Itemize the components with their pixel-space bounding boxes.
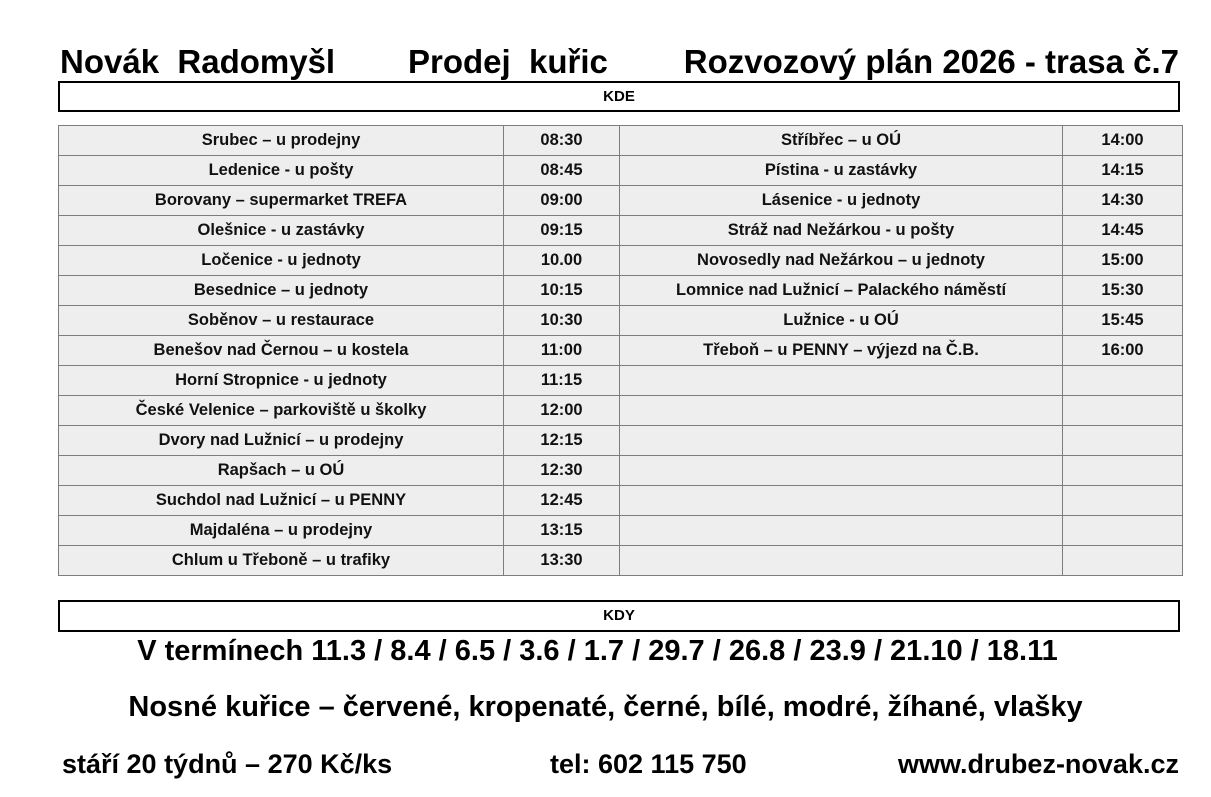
stop-time: 11:00 (504, 336, 620, 366)
stop-place (620, 366, 1063, 396)
stop-place: Ledenice - u pošty (59, 156, 504, 186)
stop-place (620, 456, 1063, 486)
stop-time: 10:30 (504, 306, 620, 336)
stop-time: 10:15 (504, 276, 620, 306)
stop-place: Lužnice - u OÚ (620, 306, 1063, 336)
stop-place (620, 546, 1063, 576)
stop-place: Rapšach – u OÚ (59, 456, 504, 486)
table-row (59, 246, 1183, 276)
stop-place: Lomnice nad Lužnicí – Palackého náměstí (620, 276, 1063, 306)
stop-time: 08:30 (504, 126, 620, 156)
product-title: Prodej kuřic (408, 43, 608, 80)
stop-place: Novosedly nad Nežárkou – u jednoty (620, 246, 1063, 276)
stop-place (620, 516, 1063, 546)
table-row (59, 546, 1183, 576)
company-name: Novák Radomyšl (60, 43, 336, 80)
stop-time: 09:00 (504, 186, 620, 216)
table-row (59, 366, 1183, 396)
document-header (0, 40, 1211, 84)
stop-place: Třeboň – u PENNY – výjezd na Č.B. (620, 336, 1063, 366)
stop-place: Borovany – supermarket TREFA (59, 186, 504, 216)
table-row (59, 456, 1183, 486)
table-row (59, 396, 1183, 426)
table-row (59, 516, 1183, 546)
stop-time: 14:45 (1063, 216, 1183, 246)
table-row (59, 336, 1183, 366)
stop-time (1063, 396, 1183, 426)
stop-time: 14:30 (1063, 186, 1183, 216)
phone-number: tel: 602 115 750 (550, 749, 747, 779)
table-row (59, 186, 1183, 216)
stop-place (620, 426, 1063, 456)
stop-place: Majdaléna – u prodejny (59, 516, 504, 546)
stop-time: 15:00 (1063, 246, 1183, 276)
stop-place: Stříbřec – u OÚ (620, 126, 1063, 156)
kdy-label: KDY (58, 600, 1180, 632)
schedule-body (59, 126, 1183, 576)
stop-place: Pístina - u zastávky (620, 156, 1063, 186)
schedule-table (58, 125, 1183, 576)
stop-time (1063, 546, 1183, 576)
stop-time: 08:45 (504, 156, 620, 186)
stop-time (1063, 366, 1183, 396)
table-row (59, 486, 1183, 516)
stop-place: Lásenice - u jednoty (620, 186, 1063, 216)
stop-time (1063, 486, 1183, 516)
table-row (59, 306, 1183, 336)
stop-time: 12:30 (504, 456, 620, 486)
stop-place: Chlum u Třeboně – u trafiky (59, 546, 504, 576)
stop-place: Ločenice - u jednoty (59, 246, 504, 276)
stop-time (1063, 516, 1183, 546)
stop-place (620, 396, 1063, 426)
stop-place (620, 486, 1063, 516)
table-row (59, 216, 1183, 246)
stop-place: Olešnice - u zastávky (59, 216, 504, 246)
stop-place: Srubec – u prodejny (59, 126, 504, 156)
table-row (59, 126, 1183, 156)
stop-time: 15:30 (1063, 276, 1183, 306)
stop-place: Suchdol nad Lužnicí – u PENNY (59, 486, 504, 516)
stop-place: Besednice – u jednoty (59, 276, 504, 306)
stop-time: 15:45 (1063, 306, 1183, 336)
dates-line: V termínech 11.3 / 8.4 / 6.5 / 3.6 / 1.7 / 29.7 / 26.8 / 23.9 / 21.10 / 18.11 (137, 635, 1058, 667)
stop-time: 12:00 (504, 396, 620, 426)
stop-time (1063, 456, 1183, 486)
table-row (59, 426, 1183, 456)
table-row (59, 276, 1183, 306)
stop-time: 12:15 (504, 426, 620, 456)
stop-place: Horní Stropnice - u jednoty (59, 366, 504, 396)
colors-line: Nosné kuřice – červené, kropenaté, černé, bílé, modré, žíhané, vlašky (128, 691, 1083, 723)
stop-time: 11:15 (504, 366, 620, 396)
plan-title: Rozvozový plán 2026 - trasa č.7 (683, 43, 1179, 80)
table-row (59, 156, 1183, 186)
age-price: stáří 20 týdnů – 270 Kč/ks (62, 749, 393, 779)
stop-time: 14:00 (1063, 126, 1183, 156)
kde-label: KDE (58, 81, 1180, 112)
stop-place: Dvory nad Lužnicí – u prodejny (59, 426, 504, 456)
stop-place: Stráž nad Nežárkou - u pošty (620, 216, 1063, 246)
stop-time: 10.00 (504, 246, 620, 276)
stop-time (1063, 426, 1183, 456)
stop-time: 13:15 (504, 516, 620, 546)
website: www.drubez-novak.cz (897, 749, 1179, 779)
stop-time: 13:30 (504, 546, 620, 576)
stop-time: 12:45 (504, 486, 620, 516)
stop-place: Benešov nad Černou – u kostela (59, 336, 504, 366)
stop-time: 16:00 (1063, 336, 1183, 366)
stop-time: 09:15 (504, 216, 620, 246)
stop-place: České Velenice – parkoviště u školky (59, 396, 504, 426)
stop-time: 14:15 (1063, 156, 1183, 186)
stop-place: Soběnov – u restaurace (59, 306, 504, 336)
